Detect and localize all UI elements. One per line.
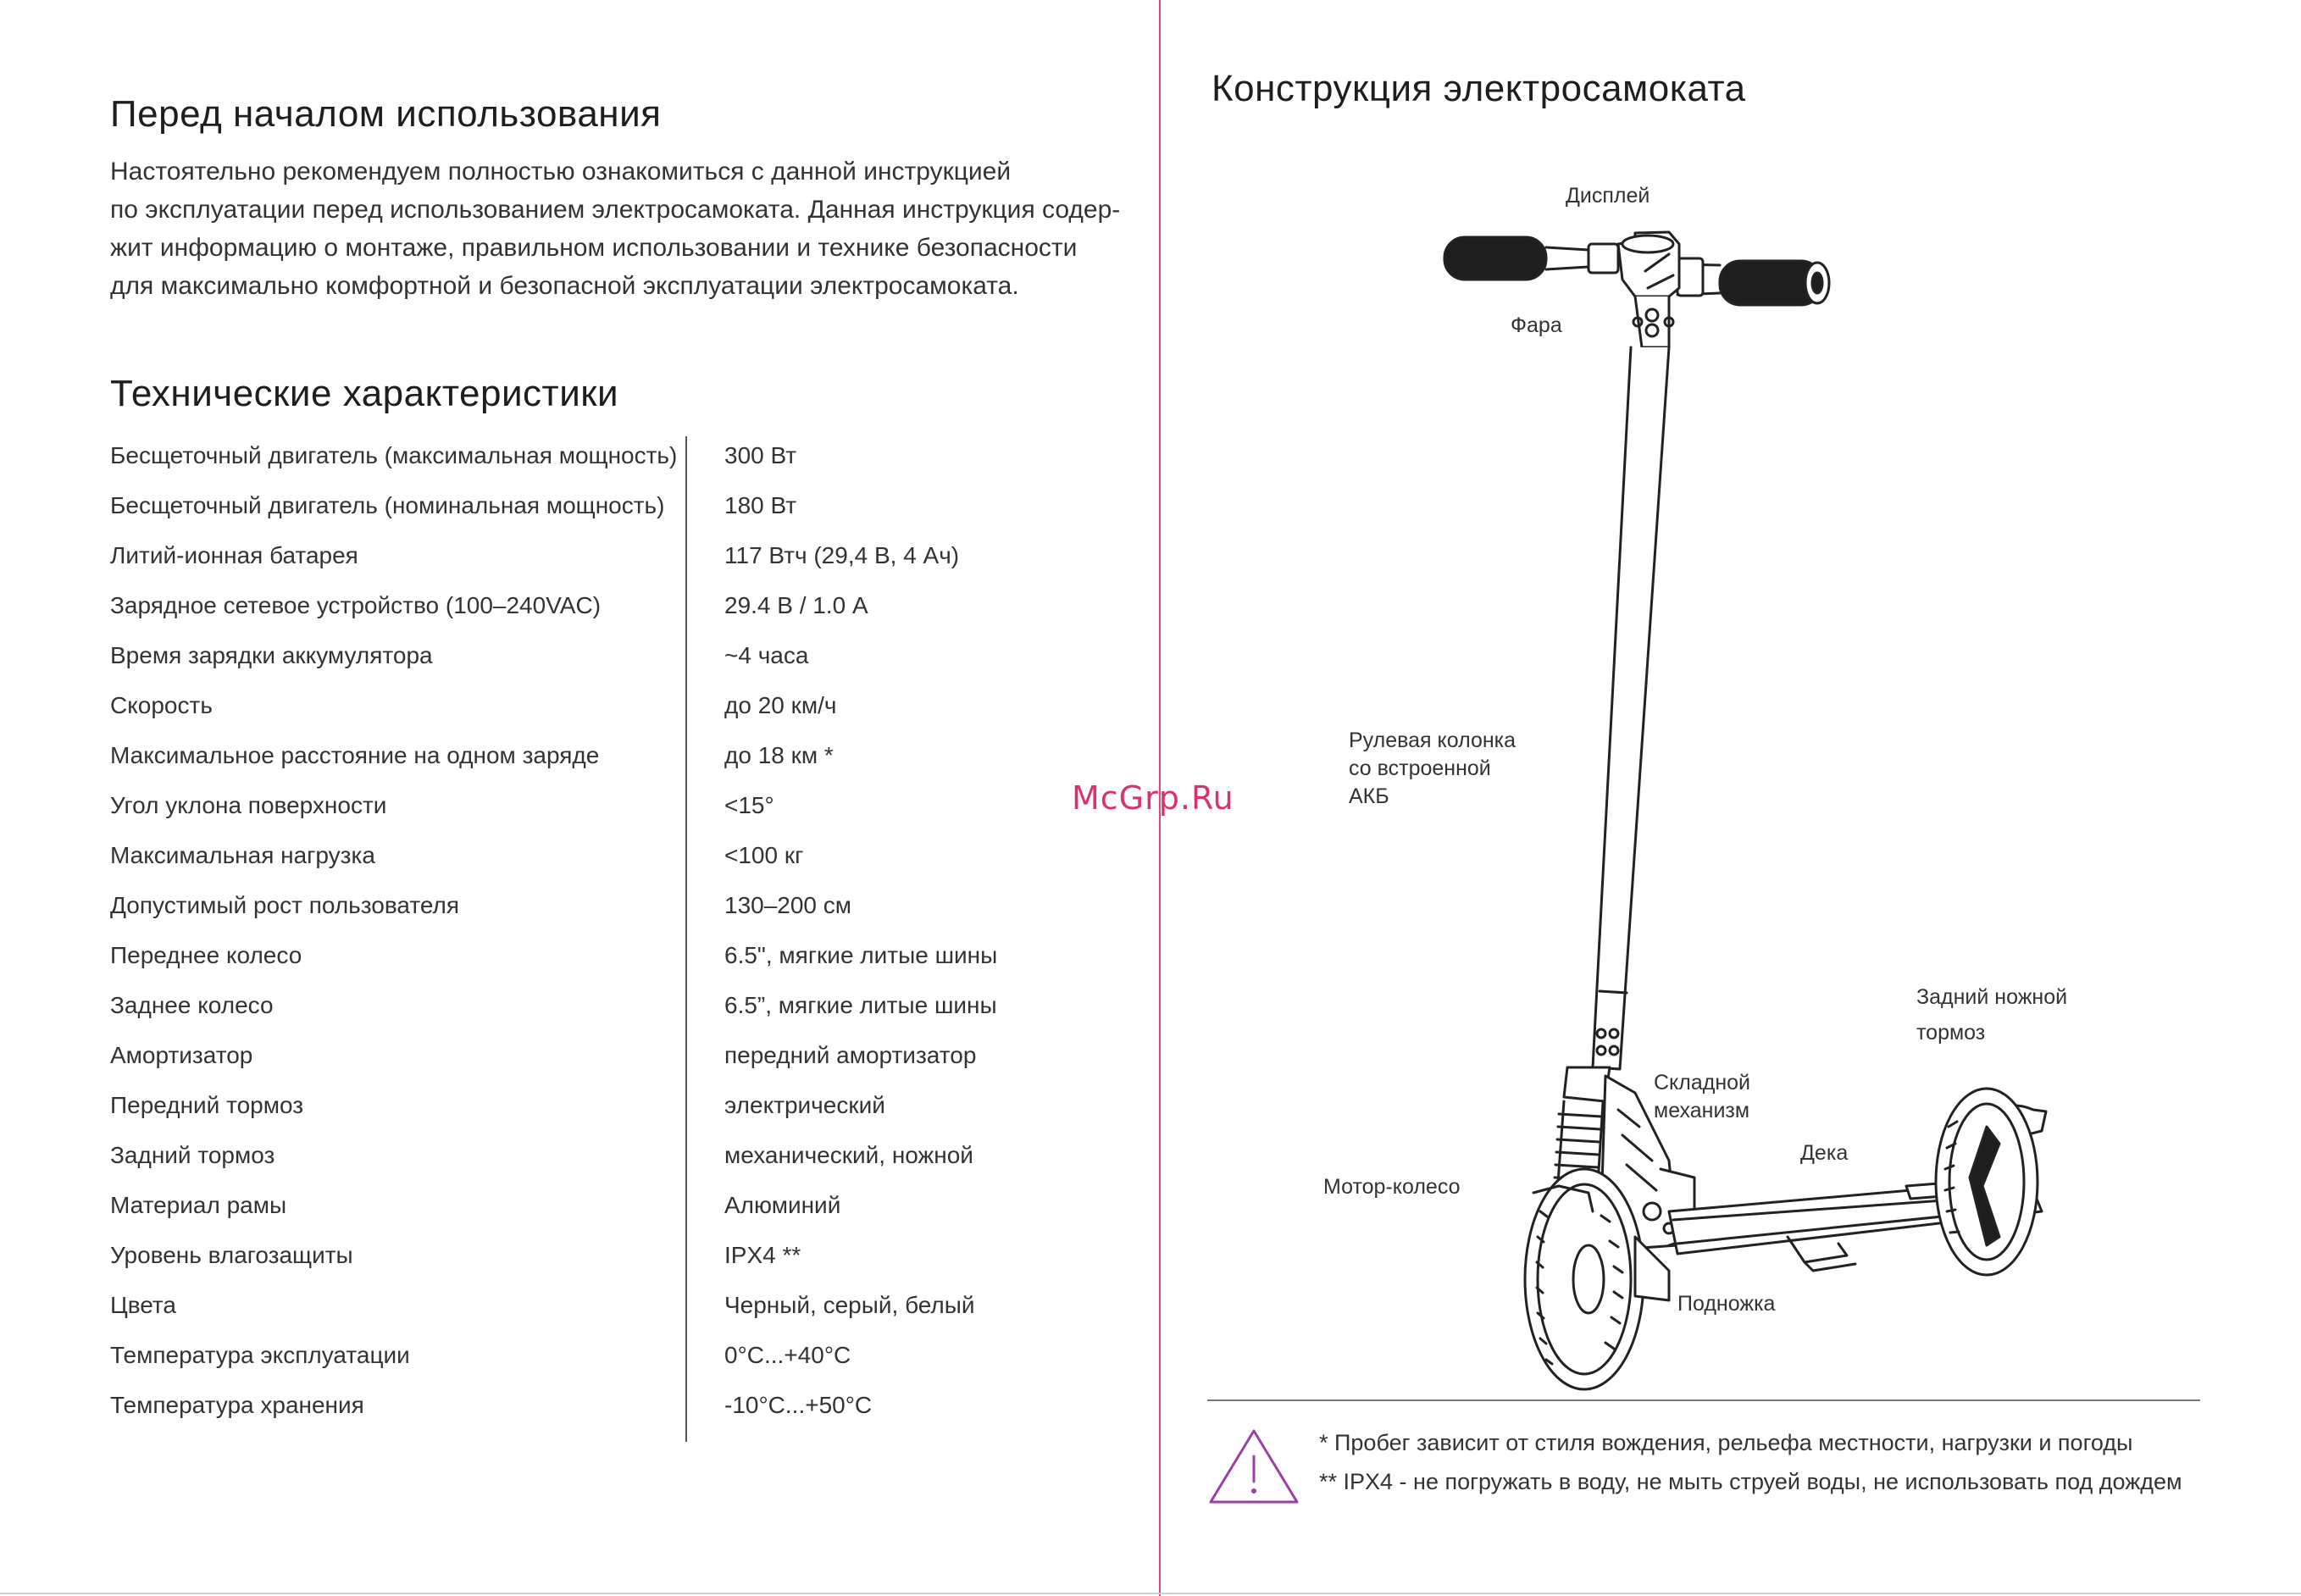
label-steering-column — [1349, 727, 1516, 811]
spec-label: Заднее колесо — [110, 992, 274, 1018]
spec-label: Передний тормоз — [110, 1092, 304, 1118]
table-row — [110, 892, 1042, 942]
warning-icon — [1207, 1427, 1300, 1505]
specs-title: Технические характеристики — [110, 373, 619, 414]
spec-label: Температура хранения — [110, 1392, 364, 1418]
spec-label: Допустимый рост пользователя — [110, 892, 460, 918]
label-line: АКБ — [1349, 784, 1389, 808]
footnote-range: * Пробег зависит от стиля вождения, рельефа местности, нагрузки и погоды — [1319, 1430, 2133, 1455]
intro-line: для максимально комфортной и безопасной эксплуатации электросамоката. — [110, 272, 1019, 300]
label-folding-mechanism — [1654, 1069, 1750, 1125]
spec-label: Максимальное расстояние на одном заряде — [110, 742, 600, 768]
steering-column — [1593, 347, 1669, 1069]
table-row — [110, 542, 1042, 592]
spec-value: 300 Вт — [724, 442, 797, 468]
label-line: тормоз — [1916, 1021, 1986, 1045]
spec-value: Черный, серый, белый — [724, 1292, 975, 1318]
footnote-ipx4: ** IPX4 - не погружать в воду, не мыть струей воды, не использовать под дождем — [1319, 1469, 2182, 1494]
page-bottom-rule — [0, 1593, 2301, 1594]
spec-value: механический, ножной — [724, 1142, 973, 1168]
spec-value: -10°C...+50°C — [724, 1392, 873, 1418]
spec-value: 180 Вт — [724, 492, 797, 518]
spec-value: IPX4 ** — [724, 1242, 801, 1268]
spec-value: передний амортизатор — [724, 1042, 977, 1068]
scooter-diagram — [1161, 169, 2301, 1398]
notes-divider — [1207, 1399, 2200, 1401]
table-row — [110, 1292, 1042, 1342]
label-line: Складной — [1654, 1071, 1751, 1094]
before-use-title: Перед началом использования — [110, 93, 662, 135]
table-row — [110, 592, 1042, 642]
spec-value: до 20 км/ч — [724, 692, 837, 718]
watermark: McGrp.Ru — [1072, 779, 1234, 817]
table-row — [110, 1342, 1042, 1392]
spec-value: электрический — [724, 1092, 885, 1118]
kickstand — [1788, 1237, 1855, 1271]
table-row — [110, 1092, 1042, 1142]
table-row — [110, 1192, 1042, 1242]
label-deck: Дека — [1800, 1141, 1849, 1165]
label-headlight: Фара — [1511, 313, 1562, 337]
spec-value: ~4 часа — [724, 642, 809, 668]
right-grip — [1677, 258, 1829, 305]
table-row — [110, 692, 1042, 742]
spec-label: Угол уклона поверхности — [110, 792, 387, 818]
table-row — [110, 742, 1042, 792]
table-row — [110, 442, 1042, 492]
spec-label: Максимальная нагрузка — [110, 842, 375, 868]
display-unit — [1618, 232, 1679, 347]
spec-value: 29.4 В / 1.0 А — [724, 592, 868, 618]
intro-line: жит информацию о монтаже, правильном использовании и технике безопасности — [110, 234, 1078, 262]
table-row — [110, 842, 1042, 892]
intro-line: Настоятельно рекомендуем полностью ознакомиться с данной инструкцией — [110, 158, 1012, 186]
spec-label: Зарядное сетевое устройство (100–240VAC) — [110, 592, 602, 618]
spec-label: Бесщеточный двигатель (максимальная мощность) — [110, 442, 678, 468]
label-line: Рулевая колонка — [1349, 729, 1516, 752]
footnotes — [1319, 1423, 2182, 1501]
spec-label: Температура эксплуатации — [110, 1342, 410, 1368]
spec-label: Уровень влагозащиты — [110, 1242, 353, 1268]
label-line: механизм — [1654, 1099, 1750, 1122]
table-row — [110, 992, 1042, 1042]
spec-value: <15° — [724, 792, 774, 818]
rear-wheel — [1936, 1089, 2046, 1275]
table-row — [110, 492, 1042, 542]
spec-value: <100 кг — [724, 842, 804, 868]
spec-value: 0°C...+40°C — [724, 1342, 851, 1368]
spec-value: до 18 км * — [724, 742, 834, 768]
spec-label: Литий-ионная батарея — [110, 542, 358, 568]
spec-value: 130–200 см — [724, 892, 852, 918]
before-use-paragraph — [110, 152, 1121, 305]
label-line: со встроенной — [1349, 756, 1491, 780]
spec-label: Задний тормоз — [110, 1142, 275, 1168]
table-row — [110, 942, 1042, 992]
spec-label: Цвета — [110, 1292, 176, 1318]
spec-label: Время зарядки аккумулятора — [110, 642, 433, 668]
spec-value: 6.5”, мягкие литые шины — [724, 992, 997, 1018]
spec-value: Алюминий — [724, 1192, 841, 1218]
table-row — [110, 792, 1042, 842]
label-rear-brake — [1916, 979, 2067, 1050]
spec-label: Переднее колесо — [110, 942, 302, 968]
label-kickstand: Подножка — [1677, 1292, 1776, 1316]
table-row — [110, 1142, 1042, 1192]
front-wheel — [1525, 1169, 1644, 1389]
spec-value: 6.5", мягкие литые шины — [724, 942, 998, 968]
left-grip — [1444, 237, 1618, 280]
spec-label: Скорость — [110, 692, 213, 718]
label-motor-wheel: Мотор-колесо — [1323, 1175, 1461, 1199]
intro-line: по эксплуатации перед использованием электросамоката. Данная инструкция содер- — [110, 196, 1121, 224]
label-line: Задний ножной — [1916, 985, 2068, 1009]
table-row — [110, 1042, 1042, 1092]
label-display: Дисплей — [1566, 184, 1650, 208]
spec-value: 117 Втч (29,4 В, 4 Ач) — [724, 542, 960, 568]
table-row — [110, 1242, 1042, 1292]
spec-label: Амортизатор — [110, 1042, 253, 1068]
table-row — [110, 1392, 1042, 1442]
spec-label: Материал рамы — [110, 1192, 287, 1218]
spec-label: Бесщеточный двигатель (номинальная мощность) — [110, 492, 665, 518]
construction-title: Конструкция электросамоката — [1211, 68, 1746, 109]
table-row — [110, 642, 1042, 692]
